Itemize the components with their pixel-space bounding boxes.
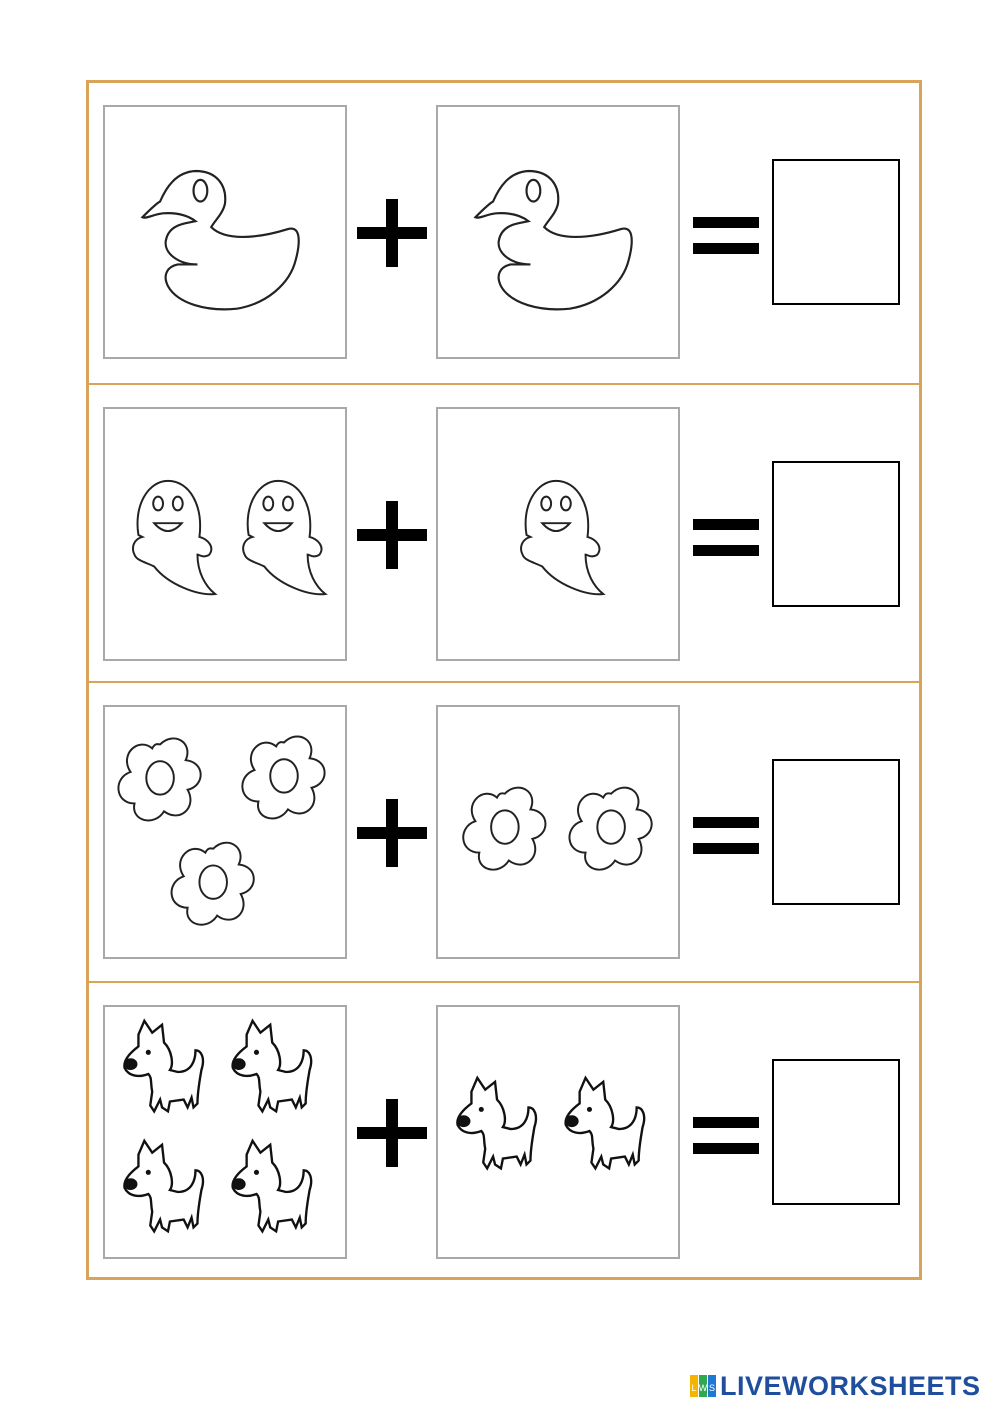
problem-row-3 [89,681,919,978]
flower-icon [105,707,345,957]
flower-icon [438,707,678,957]
answer-box[interactable] [772,461,900,607]
dog-icon [438,1007,678,1257]
answer-box[interactable] [772,1059,900,1205]
dog-icon [105,1007,345,1257]
left-picture-box [103,1005,347,1259]
liveworksheets-logo[interactable] [690,1370,981,1402]
equals-sign [687,1099,767,1179]
left-picture-box [103,105,347,359]
right-picture-box [436,105,680,359]
ghost-icon [438,409,678,659]
worksheet-frame [86,80,922,1280]
right-picture-box [436,1005,680,1259]
right-picture-box [436,407,680,661]
plus-sign [353,793,433,873]
liveworksheets-logo-icon [690,1373,716,1399]
svg-text:L: L [691,1383,697,1393]
equals-sign [687,799,767,879]
svg-text:S: S [708,1383,716,1393]
answer-box[interactable] [772,159,900,305]
problem-row-1 [89,83,919,380]
left-picture-box [103,407,347,661]
problem-row-4 [89,981,919,1278]
right-picture-box [436,705,680,959]
plus-sign [353,193,433,273]
plus-sign [353,1093,433,1173]
left-picture-box [103,705,347,959]
answer-box[interactable] [772,759,900,905]
equals-sign [687,199,767,279]
duck-icon [438,107,678,357]
logo-text: LIVEWORKSHEETS [720,1370,981,1401]
equals-sign [687,501,767,581]
ghost-icon [105,409,345,659]
duck-icon [105,107,345,357]
plus-sign [353,495,433,575]
problem-row-2 [89,383,919,680]
svg-text:W: W [698,1383,708,1393]
